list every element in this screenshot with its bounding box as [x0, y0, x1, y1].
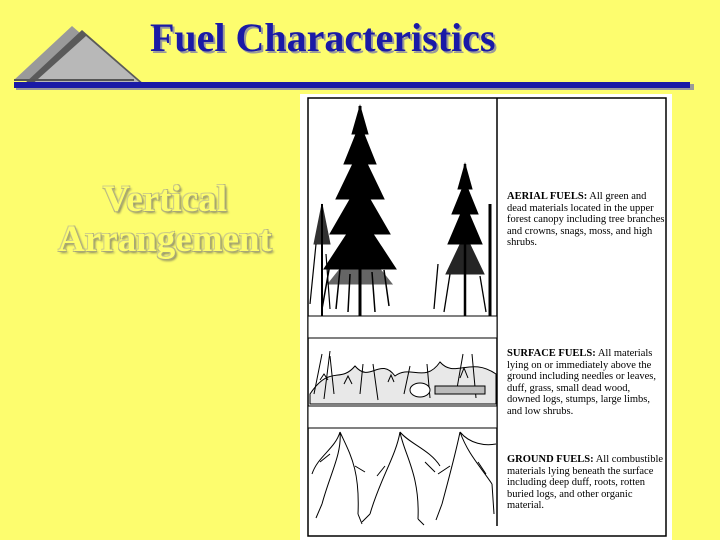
aerial-fuels-heading: AERIAL FUELS:: [507, 191, 588, 202]
aerial-fuels-text: All green and dead materials located in the upper forest canopy including tree branches and crowns, snags, moss, and high shrubs.: [507, 191, 665, 249]
surface-fuels-text: All materials lying on or immediately above the ground including needles or leaves, duff, grass, small dead wood, downed logs, stumps, large limbs, and low shrubs.: [507, 348, 656, 417]
surface-fuels-heading: SURFACE FUELS:: [507, 348, 596, 359]
aerial-fuels-label: [507, 191, 667, 249]
ground-fuels-heading: GROUND FUELS:: [507, 454, 594, 465]
slide-title: Fuel Characteristics: [150, 15, 496, 60]
ground-fuels-text: All combustible materials lying beneath the surface including deep duff, roots, rotten buried logs, and other organic material.: [507, 454, 664, 512]
ground-fuels-label: [507, 454, 667, 512]
slide-subtitle: Vertical Arrangement: [58, 179, 272, 260]
fuel-arrangement-figure: [300, 94, 672, 540]
surface-fuels-label: [507, 348, 665, 418]
